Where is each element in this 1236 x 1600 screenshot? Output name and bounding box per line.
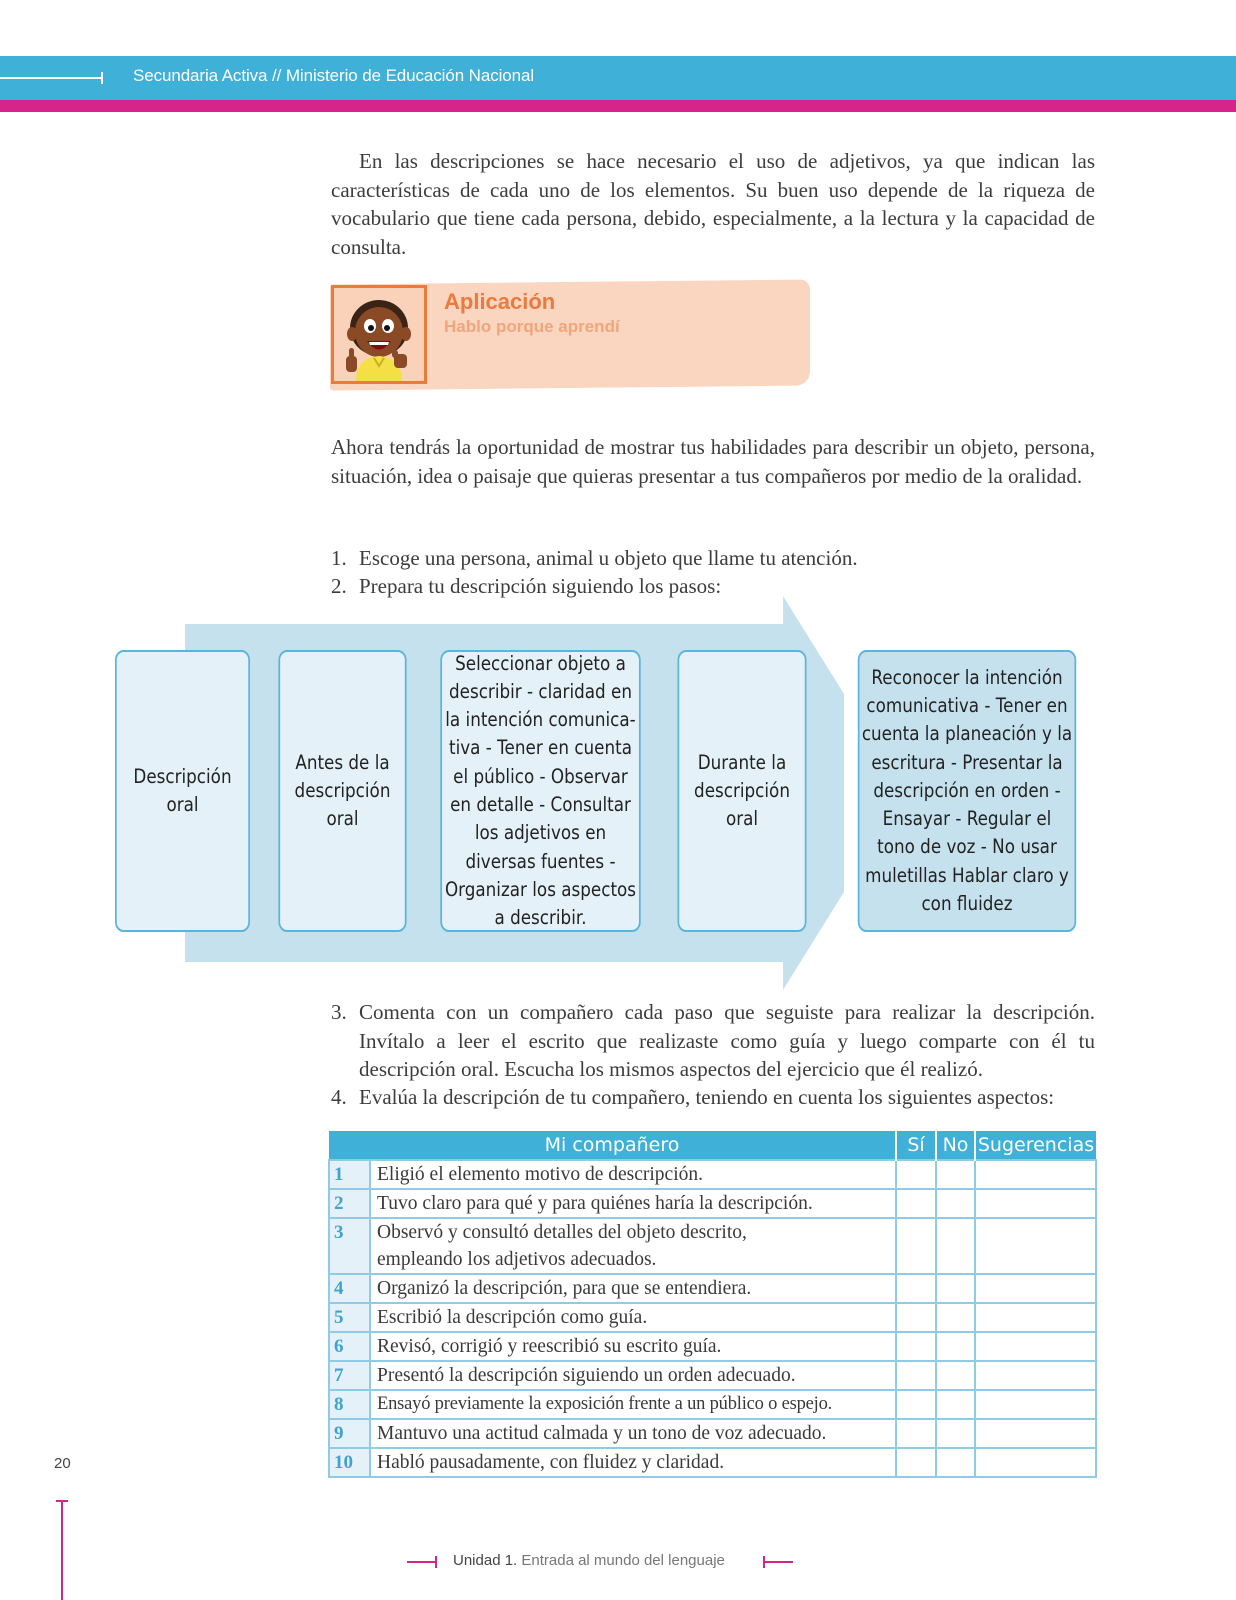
sugerencias-cell[interactable] bbox=[975, 1303, 1096, 1332]
row-criterion: Observó y consultó detalles del objeto descrito, empleando los adjetivos adecuados. bbox=[370, 1218, 896, 1274]
instructions-paragraph bbox=[331, 433, 1095, 490]
flow-box-text: Durante la descripción oral bbox=[694, 750, 790, 831]
si-cell[interactable] bbox=[896, 1218, 936, 1274]
table-row bbox=[329, 1274, 1096, 1303]
instructions-text: Ahora tendrás la oportunidad de mostrar tus habilidades para describir un objeto, persona, situación, idea o paisaje que quieras presentar a tus compañeros por medio de la oralidad. bbox=[331, 435, 1095, 488]
sugerencias-cell[interactable] bbox=[975, 1448, 1096, 1477]
table-row bbox=[329, 1189, 1096, 1218]
row-criterion: Mantuvo una actitud calmada y un tono de voz adecuado. bbox=[370, 1419, 896, 1448]
no-cell[interactable] bbox=[936, 1448, 975, 1477]
sugerencias-cell[interactable] bbox=[975, 1218, 1096, 1274]
no-cell[interactable] bbox=[936, 1274, 975, 1303]
list-item bbox=[331, 544, 1095, 573]
si-cell[interactable] bbox=[896, 1390, 936, 1419]
si-cell[interactable] bbox=[896, 1160, 936, 1189]
row-criterion: Revisó, corrigió y reescribió su escrito guía. bbox=[370, 1332, 896, 1361]
flow-box-text: Descripción oral bbox=[133, 764, 232, 816]
si-cell[interactable] bbox=[896, 1448, 936, 1477]
header-si: Sí bbox=[896, 1131, 936, 1160]
margin-rule bbox=[61, 1500, 63, 1600]
si-cell[interactable] bbox=[896, 1419, 936, 1448]
table-row bbox=[329, 1332, 1096, 1361]
sugerencias-cell[interactable] bbox=[975, 1332, 1096, 1361]
table-row bbox=[329, 1361, 1096, 1390]
list-number: 3. bbox=[331, 1000, 347, 1024]
si-cell[interactable] bbox=[896, 1332, 936, 1361]
list-text: Evalúa la descripción de tu compañero, teniendo en cuenta los siguientes aspectos: bbox=[359, 1085, 1055, 1109]
si-cell[interactable] bbox=[896, 1274, 936, 1303]
no-cell[interactable] bbox=[936, 1189, 975, 1218]
flow-box-text: Antes de la descripción oral bbox=[294, 750, 391, 831]
row-number: 10 bbox=[329, 1448, 370, 1477]
no-cell[interactable] bbox=[936, 1160, 975, 1189]
row-criterion: Ensayó previamente la exposición frente a un público o espejo. bbox=[370, 1390, 896, 1419]
row-number: 3 bbox=[329, 1218, 370, 1274]
list-item bbox=[331, 998, 1095, 1084]
flow-box-descripcion-oral bbox=[115, 650, 250, 932]
header-no: No bbox=[936, 1131, 975, 1160]
row-criterion: Organizó la descripción, para que se entendiera. bbox=[370, 1274, 896, 1303]
row-criterion: Habló pausadamente, con fluidez y claridad. bbox=[370, 1448, 896, 1477]
header-rule bbox=[0, 77, 103, 79]
table-row bbox=[329, 1303, 1096, 1332]
header-accent-stripe bbox=[0, 100, 1236, 112]
row-criterion: Tuvo claro para qué y para quiénes haría la descripción. bbox=[370, 1189, 896, 1218]
flow-box-text: Seleccionar objeto a describir - claridad en la intención comunica-tiva - Tener en cuenta el público - Observar en detalle - Consultar los adjetivos en diversas fuentes - Organizar los aspectos a describir. bbox=[444, 651, 637, 930]
table-row bbox=[329, 1160, 1096, 1189]
row-criterion: Presentó la descripción siguiendo un orden adecuado. bbox=[370, 1361, 896, 1390]
table-row bbox=[329, 1390, 1096, 1419]
row-number: 5 bbox=[329, 1303, 370, 1332]
flow-box-text: Reconocer la intención comunicativa - Tener en cuenta la planeación y la escritura - Presentar la descripción en orden - Ensayar - Regular el tono de voz - No usar muletillas Hablar claro y con fluidez bbox=[861, 665, 1073, 916]
aplicacion-subtitle: Hablo porque aprendí bbox=[444, 317, 620, 336]
footer-rule-left bbox=[407, 1561, 437, 1563]
si-cell[interactable] bbox=[896, 1189, 936, 1218]
intro-paragraph bbox=[331, 147, 1095, 261]
no-cell[interactable] bbox=[936, 1218, 975, 1274]
flow-box-antes-detalle bbox=[440, 650, 640, 932]
list-number: 2. bbox=[331, 574, 347, 598]
table-row bbox=[329, 1218, 1096, 1274]
row-number: 1 bbox=[329, 1160, 370, 1189]
list-text: Comenta con un compañero cada paso que seguiste para realizar la descripción. Invítalo a leer el escrito que realizaste como guía y luego comparte con él tu descripción oral. Escucha los mismos aspectos del ejercicio que él realizó. bbox=[359, 1000, 1095, 1081]
character-frame bbox=[331, 285, 427, 384]
sugerencias-cell[interactable] bbox=[975, 1189, 1096, 1218]
intro-text: En las descripciones se hace necesario el uso de adjetivos, ya que indican las características de cada uno de los elementos. Su buen uso depende de la riqueza de vocabulario que tiene cada persona, debido, especialmente, a la lectura y la capacidad de consulta. bbox=[331, 149, 1095, 259]
row-number: 8 bbox=[329, 1390, 370, 1419]
no-cell[interactable] bbox=[936, 1332, 975, 1361]
header-sugerencias: Sugerencias bbox=[975, 1131, 1096, 1160]
sugerencias-cell[interactable] bbox=[975, 1274, 1096, 1303]
no-cell[interactable] bbox=[936, 1419, 975, 1448]
list-item bbox=[331, 1083, 1095, 1112]
sugerencias-cell[interactable] bbox=[975, 1160, 1096, 1189]
header-mi-companero: Mi compañero bbox=[329, 1131, 896, 1160]
si-cell[interactable] bbox=[896, 1303, 936, 1332]
list-number: 4. bbox=[331, 1085, 347, 1109]
margin-rule-tick bbox=[56, 1500, 68, 1502]
header-rule-tick bbox=[101, 72, 103, 84]
row-number: 6 bbox=[329, 1332, 370, 1361]
list-text: Escoge una persona, animal u objeto que llame tu atención. bbox=[359, 546, 858, 570]
no-cell[interactable] bbox=[936, 1361, 975, 1390]
sugerencias-cell[interactable] bbox=[975, 1361, 1096, 1390]
boy-character-icon bbox=[334, 288, 424, 381]
flow-box-antes bbox=[278, 650, 406, 932]
footer-unit bbox=[453, 1552, 725, 1569]
row-number: 2 bbox=[329, 1189, 370, 1218]
row-criterion: Eligió el elemento motivo de descripción. bbox=[370, 1160, 896, 1189]
evaluation-table bbox=[328, 1131, 1097, 1478]
row-number: 7 bbox=[329, 1361, 370, 1390]
row-number: 9 bbox=[329, 1419, 370, 1448]
no-cell[interactable] bbox=[936, 1303, 975, 1332]
table-row bbox=[329, 1419, 1096, 1448]
table-row bbox=[329, 1448, 1096, 1477]
sugerencias-cell[interactable] bbox=[975, 1419, 1096, 1448]
list-number: 1. bbox=[331, 546, 347, 570]
unit-label: Unidad 1. bbox=[453, 1552, 518, 1569]
sugerencias-cell[interactable] bbox=[975, 1390, 1096, 1419]
list-text: Prepara tu descripción siguiendo los pasos: bbox=[359, 574, 722, 598]
footer-rule-left-tick bbox=[435, 1556, 437, 1568]
row-criterion: Escribió la descripción como guía. bbox=[370, 1303, 896, 1332]
si-cell[interactable] bbox=[896, 1361, 936, 1390]
footer-rule-right-tick bbox=[763, 1556, 765, 1568]
flow-box-durante bbox=[678, 650, 807, 932]
header-title: Secundaria Activa // Ministerio de Educación Nacional bbox=[133, 66, 535, 85]
unit-title: Entrada al mundo del lenguaje bbox=[521, 1552, 725, 1569]
row-number: 4 bbox=[329, 1274, 370, 1303]
page-number: 20 bbox=[54, 1455, 71, 1472]
aplicacion-title: Aplicación bbox=[444, 289, 556, 314]
flow-box-durante-detalle bbox=[858, 650, 1076, 932]
footer-rule-right bbox=[763, 1561, 793, 1563]
no-cell[interactable] bbox=[936, 1390, 975, 1419]
